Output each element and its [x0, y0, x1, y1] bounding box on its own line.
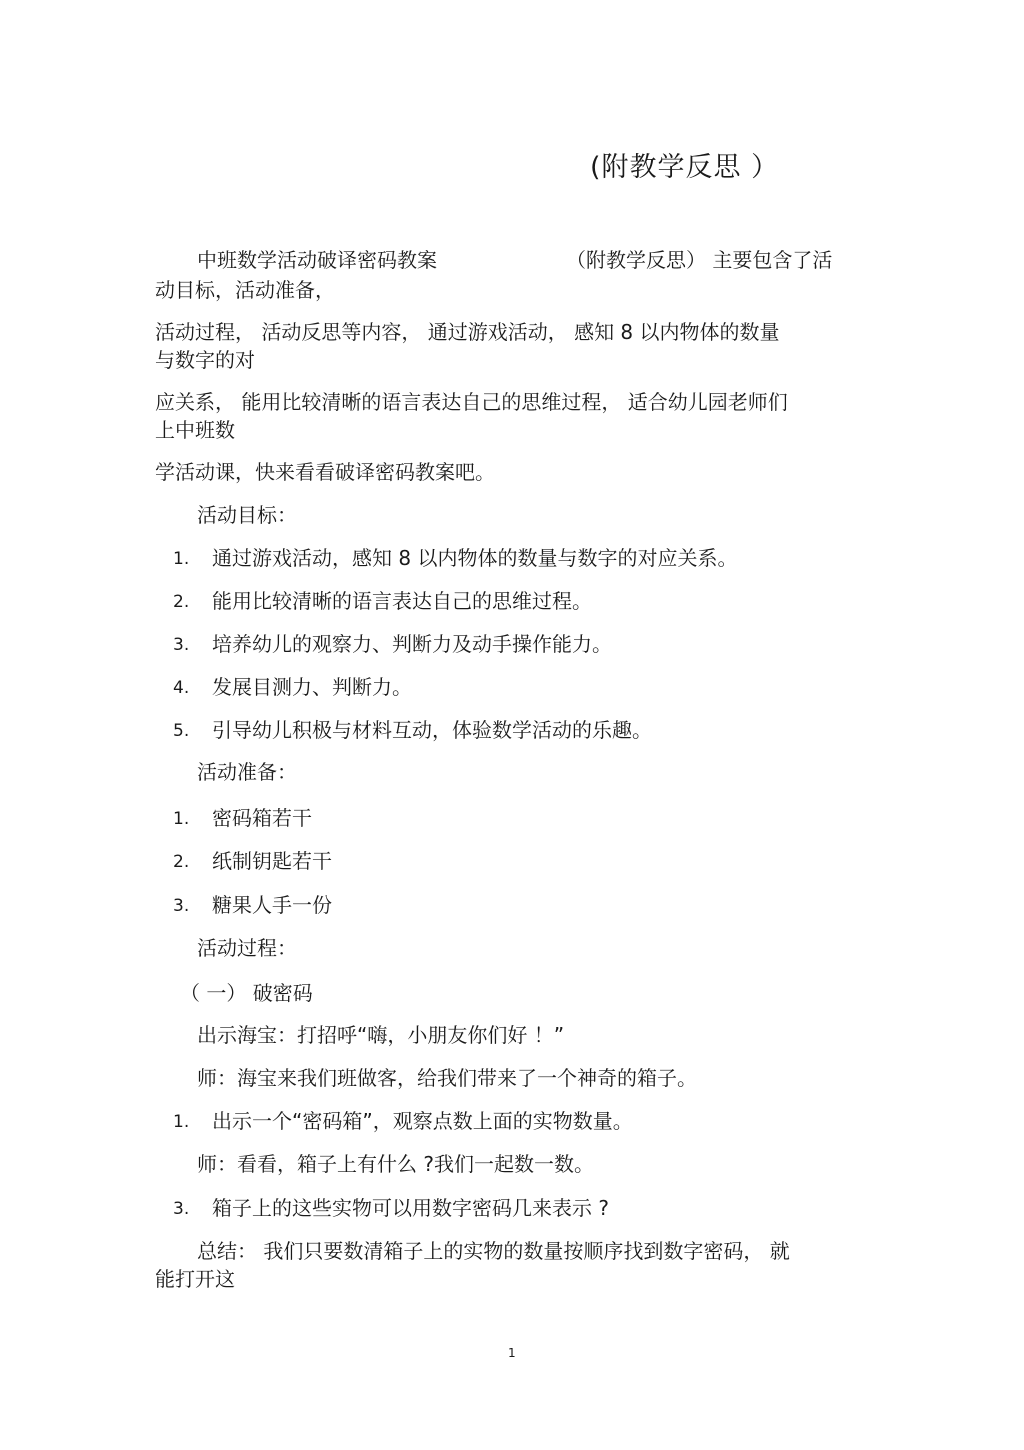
- intro-line-2: 动目标，活动准备，: [155, 278, 335, 302]
- prep-item: 密码箱若干: [212, 806, 312, 830]
- goal-item: 发展目测力、判断力。: [212, 675, 412, 699]
- prep-number: 2.: [173, 852, 190, 872]
- goal-number: 2.: [173, 592, 190, 612]
- goal-item: 通过游戏活动，感知 8 以内物体的数量与数字的对应关系。: [212, 546, 738, 570]
- prep-number: 1.: [173, 809, 190, 829]
- intro-line-6: 上中班数: [155, 418, 235, 442]
- intro-line-1a: 中班数学活动破译密码教案: [197, 248, 437, 272]
- process-subheading: （ 一） 破密码: [180, 981, 313, 1005]
- goal-number: 4.: [173, 678, 190, 698]
- prep-number: 3.: [173, 896, 190, 916]
- goal-item: 培养幼儿的观察力、判断力及动手操作能力。: [212, 632, 612, 656]
- goals-heading: 活动目标：: [197, 503, 297, 527]
- goal-number: 3.: [173, 635, 190, 655]
- goal-number: 1.: [173, 549, 190, 569]
- intro-line-5: 应关系， 能用比较清晰的语言表达自己的思维过程， 适合幼儿园老师们: [155, 390, 788, 414]
- goal-item: 引导幼儿积极与材料互动，体验数学活动的乐趣。: [212, 718, 652, 742]
- summary-line-2: 能打开这: [155, 1267, 235, 1291]
- page-title: (附教学反思 ）: [590, 152, 780, 183]
- prep-item: 糖果人手一份: [212, 893, 332, 917]
- process-heading: 活动过程：: [197, 936, 297, 960]
- process-paragraph: 师：海宝来我们班做客，给我们带来了一个神奇的箱子。: [197, 1066, 697, 1090]
- process-paragraph: 出示海宝：打招呼“嗨，小朋友你们好 ！”: [197, 1023, 565, 1047]
- process-step: 箱子上的这些实物可以用数字密码几来表示 ?: [212, 1196, 609, 1220]
- process-step-number: 1.: [173, 1112, 190, 1132]
- page-number: 1: [508, 1346, 516, 1360]
- process-step: 出示一个“密码箱”，观察点数上面的实物数量。: [212, 1109, 633, 1133]
- intro-line-3: 活动过程， 活动反思等内容， 通过游戏活动， 感知 8 以内物体的数量: [155, 320, 780, 344]
- prep-heading: 活动准备：: [197, 760, 297, 784]
- goal-number: 5.: [173, 721, 190, 741]
- intro-line-4: 与数字的对: [155, 348, 255, 372]
- summary-line-1: 总结： 我们只要数清箱子上的实物的数量按顺序找到数字密码， 就: [197, 1239, 790, 1263]
- prep-item: 纸制钥匙若干: [212, 849, 332, 873]
- process-paragraph: 师：看看，箱子上有什么 ?我们一起数一数。: [197, 1152, 594, 1176]
- process-step-number: 3.: [173, 1199, 190, 1219]
- goal-item: 能用比较清晰的语言表达自己的思维过程。: [212, 589, 592, 613]
- intro-line-7: 学活动课，快来看看破译密码教案吧。: [155, 460, 495, 484]
- intro-line-1b: （附教学反思） 主要包含了活: [566, 248, 833, 272]
